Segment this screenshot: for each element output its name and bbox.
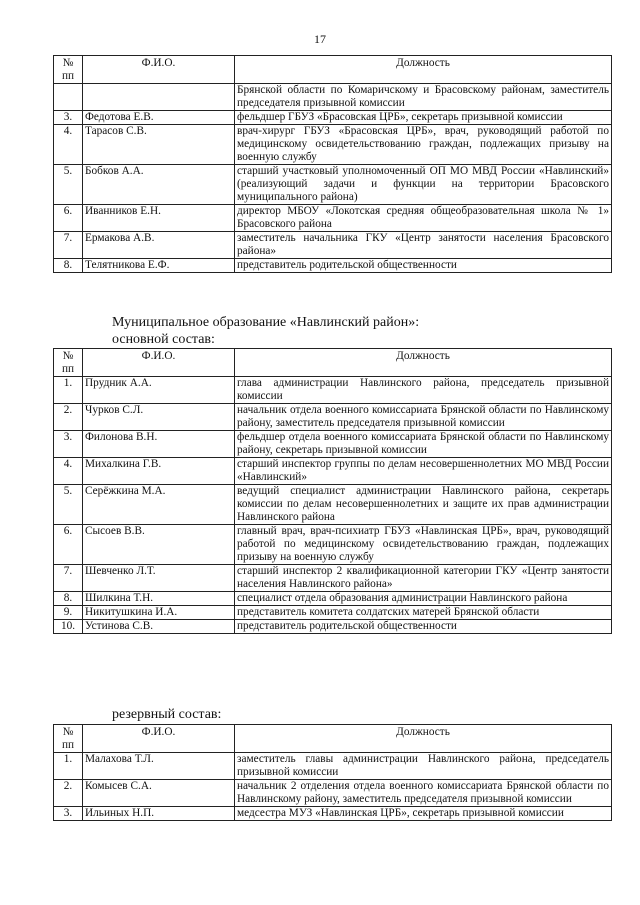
row-number: 5. [54, 165, 83, 205]
row-number: 4. [54, 458, 83, 485]
member-position: начальник отдела военного комиссариата Брянской области по Навлинскому району, заместитель председателя призывной комиссии [235, 404, 612, 431]
header-num: № пп [54, 349, 83, 377]
member-name: Тарасов С.В. [83, 125, 235, 165]
member-name [83, 84, 235, 111]
member-name: Шилкина Т.Н. [83, 592, 235, 606]
row-number: 4. [54, 125, 83, 165]
row-number: 1. [54, 377, 83, 404]
header-name: Ф.И.О. [83, 725, 235, 753]
member-name: Комысев С.А. [83, 780, 235, 807]
table-row [54, 753, 612, 780]
commission-table-navlinsky-reserve [53, 724, 612, 821]
member-position: врач-хирург ГБУЗ «Брасовская ЦРБ», врач, руководящий работой по медицинскому освидетельствованию граждан, подлежащих призыву на военную службу [235, 125, 612, 165]
member-name: Телятникова Е.Ф. [83, 259, 235, 273]
member-name: Федотова Е.В. [83, 111, 235, 125]
member-position: заместитель начальника ГКУ «Центр занятости населения Брасовского района» [235, 232, 612, 259]
table-row [54, 620, 612, 634]
member-position: глава администрации Навлинского района, председатель призывной комиссии [235, 377, 612, 404]
header-position: Должность [235, 725, 612, 753]
member-position: директор МБОУ «Локотская средняя общеобразовательная школа № 1» Брасовского района [235, 205, 612, 232]
row-number: 6. [54, 525, 83, 565]
header-position: Должность [235, 56, 612, 84]
row-number: 1. [54, 753, 83, 780]
table-header-row [54, 56, 612, 84]
member-name: Михалкина Г.В. [83, 458, 235, 485]
member-position: старший инспектор группы по делам несовершеннолетних МО МВД России «Навлинский» [235, 458, 612, 485]
header-name: Ф.И.О. [83, 56, 235, 84]
section-title-navlinsky: Муниципальное образование «Навлинский район»: [112, 315, 420, 330]
member-name: Шевченко Л.Т. [83, 565, 235, 592]
row-number [54, 84, 83, 111]
member-name: Серёжкина М.А. [83, 485, 235, 525]
table-row [54, 485, 612, 525]
header-num: № пп [54, 56, 83, 84]
table-row [54, 431, 612, 458]
row-number: 5. [54, 485, 83, 525]
member-name: Прудник А.А. [83, 377, 235, 404]
member-position: ведущий специалист администрации Навлинского района, секретарь комиссии по делам несовершеннолетних и защите их прав администрации Навлинского района [235, 485, 612, 525]
member-position: начальник 2 отделения отдела военного комиссариата Брянской области по Навлинскому району, заместитель председателя призывной комиссии [235, 780, 612, 807]
section-subtitle-reserve: резервный состав: [112, 707, 222, 722]
member-position: представитель родительской общественности [235, 259, 612, 273]
row-number: 9. [54, 606, 83, 620]
member-name: Филонова В.Н. [83, 431, 235, 458]
table-row [54, 780, 612, 807]
member-position: фельдшер отдела военного комиссариата Брянской области по Навлинскому району, секретарь призывной комиссии [235, 431, 612, 458]
row-number: 3. [54, 431, 83, 458]
member-name: Чурков С.Л. [83, 404, 235, 431]
member-name: Малахова Т.Л. [83, 753, 235, 780]
table-row [54, 606, 612, 620]
table-row [54, 404, 612, 431]
row-number: 7. [54, 565, 83, 592]
member-position: Брянской области по Комаричскому и Брасовскому районам, заместитель председателя призывной комиссии [235, 84, 612, 111]
table-row [54, 259, 612, 273]
table-row [54, 458, 612, 485]
member-name: Никитушкина И.А. [83, 606, 235, 620]
member-position: фельдшер ГБУЗ «Брасовская ЦРБ», секретарь призывной комиссии [235, 111, 612, 125]
member-position: главный врач, врач-психиатр ГБУЗ «Навлинская ЦРБ», врач, руководящий работой по медицинскому освидетельствованию граждан, подлежащих призыву на военную службу [235, 525, 612, 565]
table-row [54, 232, 612, 259]
table-row [54, 165, 612, 205]
commission-table-navlinsky-main [53, 348, 612, 634]
row-number: 8. [54, 259, 83, 273]
member-name: Ермакова А.В. [83, 232, 235, 259]
row-number: 10. [54, 620, 83, 634]
member-name: Бобков А.А. [83, 165, 235, 205]
table-header-row [54, 725, 612, 753]
table-row [54, 592, 612, 606]
table-row [54, 205, 612, 232]
row-number: 2. [54, 780, 83, 807]
table-row [54, 84, 612, 111]
member-name: Ильиных Н.П. [83, 807, 235, 821]
table-row [54, 377, 612, 404]
row-number: 7. [54, 232, 83, 259]
row-number: 2. [54, 404, 83, 431]
table-row [54, 565, 612, 592]
member-position: представитель родительской общественности [235, 620, 612, 634]
section-subtitle-main: основной состав: [112, 332, 215, 347]
member-name: Иванников Е.Н. [83, 205, 235, 232]
commission-table-brasovsky [53, 55, 612, 273]
row-number: 3. [54, 807, 83, 821]
table-row [54, 125, 612, 165]
page-number: 17 [314, 32, 326, 46]
member-position: заместитель главы администрации Навлинского района, председатель призывной комиссии [235, 753, 612, 780]
table-row [54, 807, 612, 821]
table-header-row [54, 349, 612, 377]
member-position: медсестра МУЗ «Навлинская ЦРБ», секретарь призывной комиссии [235, 807, 612, 821]
header-num: № пп [54, 725, 83, 753]
row-number: 6. [54, 205, 83, 232]
header-position: Должность [235, 349, 612, 377]
member-position: специалист отдела образования администрации Навлинского района [235, 592, 612, 606]
row-number: 3. [54, 111, 83, 125]
member-position: старший инспектор 2 квалификационной категории ГКУ «Центр занятости населения Навлинского района» [235, 565, 612, 592]
member-name: Сысоев В.В. [83, 525, 235, 565]
member-position: старший участковый уполномоченный ОП МО МВД России «Навлинский» (реализующий задачи и функции на территории Брасовского муниципального района) [235, 165, 612, 205]
table-row [54, 525, 612, 565]
member-name: Устинова С.В. [83, 620, 235, 634]
header-name: Ф.И.О. [83, 349, 235, 377]
member-position: представитель комитета солдатских матерей Брянской области [235, 606, 612, 620]
row-number: 8. [54, 592, 83, 606]
table-row [54, 111, 612, 125]
